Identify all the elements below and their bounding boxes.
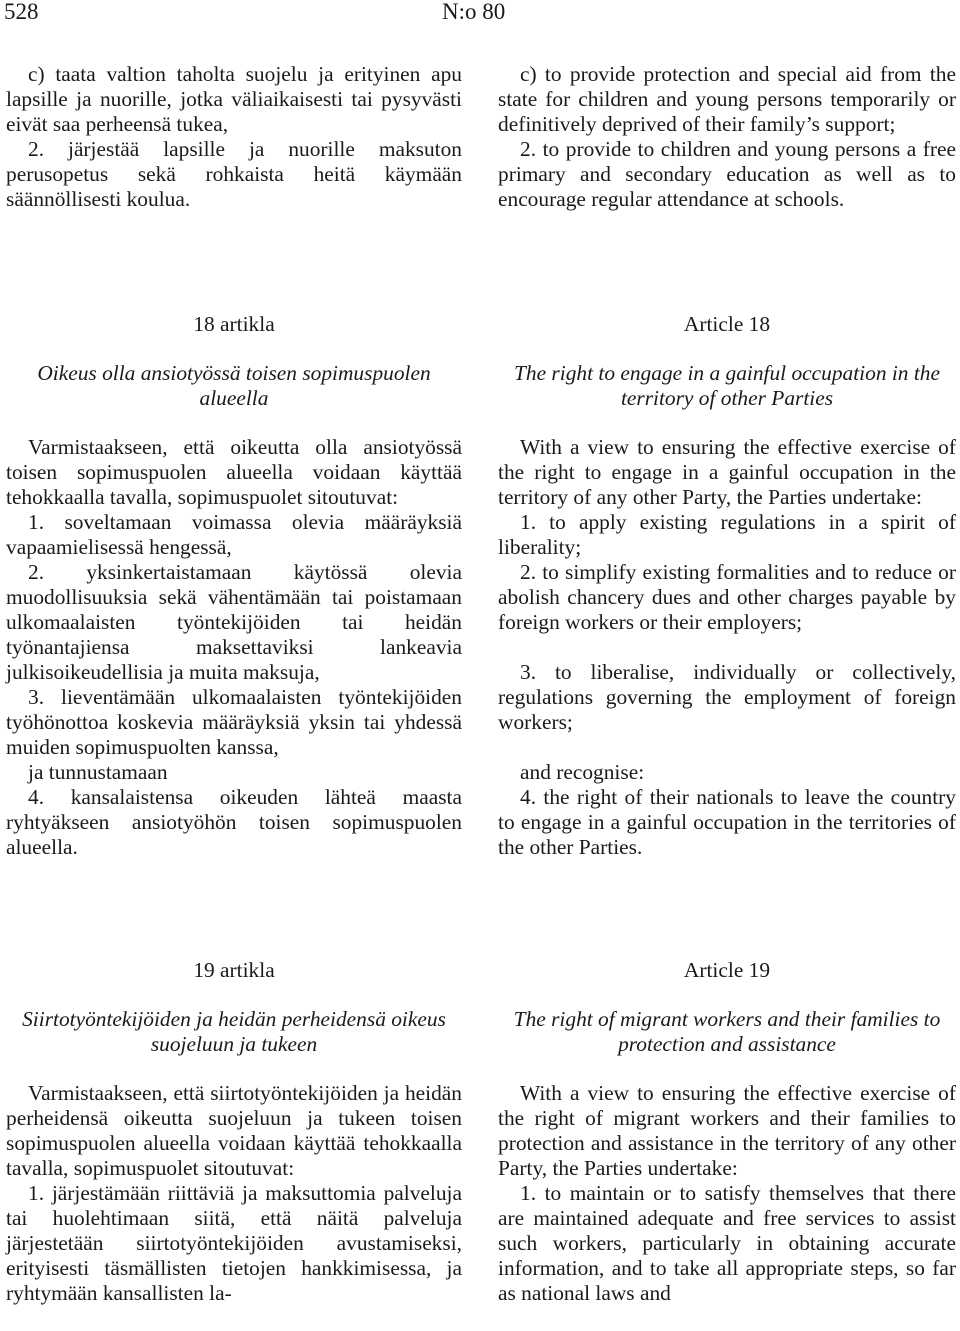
- article19-english: [498, 958, 956, 1306]
- article-item-1: 1. to maintain or to satisfy themselves that there are maintained adequate and free services to assist such workers, particularly in obtaining accurate information, and to take all appropriate steps, so far as national laws and: [498, 1181, 956, 1305]
- article-item-3: 3. lieventämään ulkomaalaisten työntekijöiden työhönottoa koskevia määräyksiä yksin tai yhdessä muiden sopimuspuolten kanssa,: [6, 685, 462, 759]
- en-item-2: 2. to provide to children and young persons a free primary and secondary education as well as to encourage regular attendance at schools.: [498, 137, 956, 211]
- page-header: [0, 0, 960, 30]
- article-item-1: 1. järjestämään riittäviä ja maksuttomia palveluja tai huolehtimaan siitä, että näitä palveluja järjestetään siirtotyöntekijöiden avustamiseksi, erityisesti täsmällisten tietojen hankkimisessa, ja ryhtymään kansallisten la-: [6, 1181, 462, 1305]
- article-intro: Varmistaakseen, että oikeutta olla ansiotyössä toisen sopimuspuolen alueella voidaan käyttää tehokkaalla tavalla, sopimuspuolet sitoutuvat:: [6, 435, 462, 509]
- article-item-1: 1. soveltamaan voimassa olevia määräyksiä vapaamielisessä hengessä,: [6, 510, 462, 559]
- article-item-3: 3. to liberalise, individually or collectively, regulations governing the employment of foreign workers;: [498, 660, 956, 734]
- article-heading: Article 18: [683, 312, 771, 336]
- article-subtitle: The right of migrant workers and their families to protection and assistance: [513, 1007, 941, 1056]
- article18-finnish: [6, 312, 462, 860]
- article-subtitle: Siirtotyöntekijöiden ja heidän perheidensä oikeus suojeluun ja tukeen: [22, 1007, 446, 1056]
- article-recognise: ja tunnustamaan: [28, 760, 168, 784]
- article-item-4: 4. the right of their nationals to leave the country to engage in a gainful occupation in the territories of the other Parties.: [498, 785, 956, 859]
- article-heading: 18 artikla: [193, 312, 275, 336]
- article-recognise: and recognise:: [520, 760, 645, 784]
- page-number: 528: [4, 0, 39, 24]
- top-finnish: [6, 62, 462, 212]
- article-item-1: 1. to apply existing regulations in a spirit of liberality;: [498, 510, 956, 559]
- fi-item-2: 2. järjestää lapsille ja nuorille maksuton perusopetus sekä rohkaista heitä käymään säännöllisesti koulua.: [6, 137, 462, 211]
- article-item-2: 2. to simplify existing formalities and to reduce or abolish chancery dues and other charges payable by foreign workers or their employers;: [498, 560, 956, 634]
- article-item-2: 2. yksinkertaistamaan käytössä olevia muodollisuuksia sekä vähentämään tai poistamaan ulkomaalaisten työntekijöiden tai heidän työnantajiensa maksettaviksi lankeavia julkisoikeudellisia ja muita maksuja,: [6, 560, 462, 684]
- article-subtitle: The right to engage in a gainful occupation in the territory of other Parties: [514, 361, 940, 410]
- top-english: [498, 62, 956, 212]
- article-heading: Article 19: [683, 958, 771, 982]
- en-item-c: c) to provide protection and special aid from the state for children and young persons temporarily or definitively deprived of their family’s support;: [498, 62, 956, 136]
- article-intro: With a view to ensuring the effective exercise of the right to engage in a gainful occupation in the territory of any other Party, the Parties undertake:: [498, 435, 956, 509]
- article-intro: Varmistaakseen, että siirtotyöntekijöiden ja heidän perheidensä oikeutta suojeluun ja tukeen toisen sopimuspuolen alueella voidaan käyttää tehokkaalla tavalla, sopimuspuolet sitoutuvat:: [6, 1081, 462, 1180]
- article-item-4: 4. kansalaistensa oikeuden lähteä maasta ryhtyäkseen ansiotyöhön toisen sopimuspuolen alueella.: [6, 785, 462, 859]
- issue-number: N:o 80: [442, 0, 506, 24]
- fi-item-c: c) taata valtion taholta suojelu ja erityinen apu lapsille ja nuorille, jotka väliaikaisesti tai pysyvästi eivät saa perheensä tukea,: [6, 62, 462, 136]
- article-intro: With a view to ensuring the effective exercise of the right of migrant workers and their families to protection and assistance in the territory of any other Party, the Parties undertake:: [498, 1081, 956, 1180]
- article18-english: [498, 312, 956, 860]
- article19-finnish: [6, 958, 462, 1306]
- article-heading: 19 artikla: [193, 958, 275, 982]
- article-subtitle: Oikeus olla ansiotyössä toisen sopimuspuolen alueella: [37, 361, 431, 410]
